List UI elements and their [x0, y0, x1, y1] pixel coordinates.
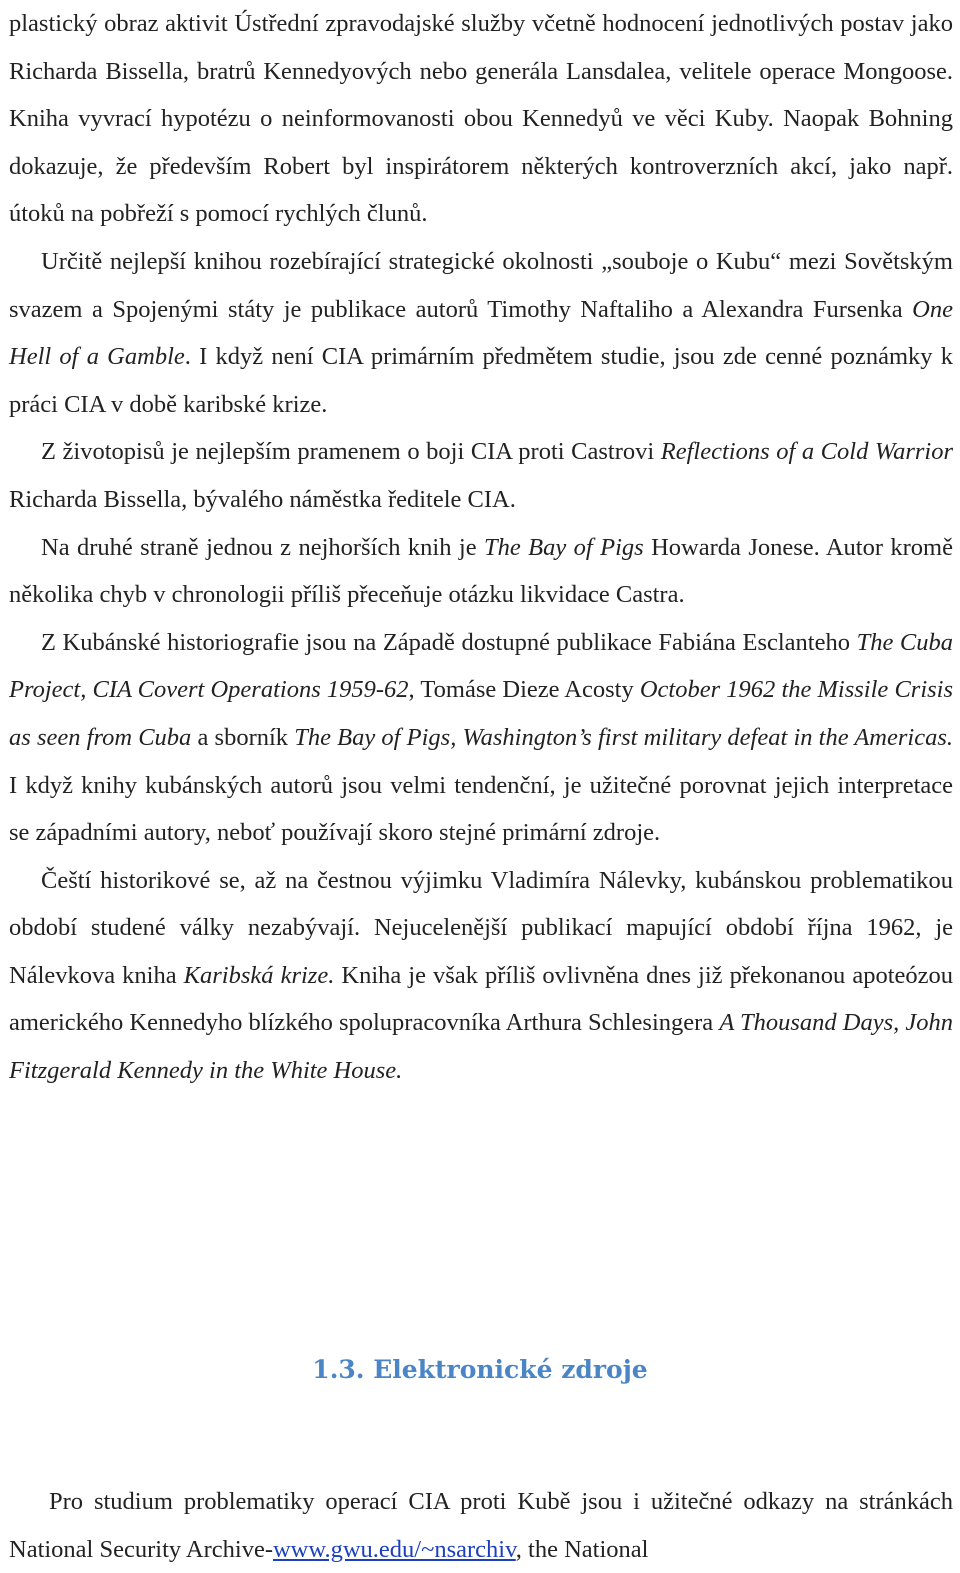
- book-title: Reflections of a Cold Warrior: [660, 438, 953, 466]
- book-title: October 1962 the Missile Crisis as seen from Cuba: [9, 676, 953, 751]
- text-run: Pro studium problematiky operací CIA proti Kubě jsou i užitečné odkazy na stránkách National Security Archive-: [9, 1488, 953, 1563]
- paragraph-6: [9, 857, 953, 1095]
- paragraph-3: [9, 428, 953, 523]
- paragraph-7: [9, 1478, 953, 1573]
- text-run: Na druhé straně jednou z nejhorších knih je: [41, 533, 484, 561]
- text-run: a sborník: [191, 723, 295, 751]
- book-title: Karibská krize.: [183, 961, 335, 989]
- book-title: The Bay of Pigs: [484, 533, 644, 561]
- book-title: A Thousand Days, John Fitzgerald Kennedy in the White House.: [9, 1009, 953, 1085]
- nsarchiv-link[interactable]: www.gwu.edu/~nsarchiv: [272, 1535, 516, 1563]
- text-run: Určitě nejlepší knihou rozebírající strategické okolnosti „souboje o Kubu“ mezi Sovětským svazem a Spojenými státy je publikace autorů Timothy Naftaliho a Alexandra Fursenka: [9, 247, 953, 323]
- text-run: Richarda Bissella, bývalého náměstka ředitele CIA.: [9, 485, 516, 513]
- document-body: [9, 0, 953, 1095]
- text-run: Z životopisů je nejlepším pramenem o boji CIA proti Castrovi: [41, 438, 661, 466]
- book-title: The Bay of Pigs, Washington’s first military defeat in the Americas.: [294, 723, 954, 751]
- paragraph-4: [9, 524, 953, 619]
- text-run: , the National: [515, 1535, 649, 1563]
- text-run: Kniha je však příliš ovlivněna dnes již překonanou apoteózou amerického Kennedyho blízkého spolupracovníka Arthura Schlesingera: [9, 961, 953, 1037]
- text-run: . I když není CIA primárním předmětem studie, jsou zde cenné poznámky k práci CIA v době karibské krize.: [9, 343, 953, 418]
- text-run: Howarda Jonese. Autor kromě několika chyb v chronologii příliš přeceňuje otázku likvidace Castra.: [9, 533, 953, 609]
- paragraph-2: [9, 238, 953, 428]
- paragraph-5: [9, 619, 953, 857]
- book-title: The Cuba Project, CIA Covert Operations 1959-62: [9, 628, 954, 704]
- book-title: One Hell of a Gamble: [9, 295, 953, 371]
- text-run: , Tomáse Dieze Acosty: [408, 676, 640, 704]
- paragraph-1: plastický obraz aktivit Ústřední zpravodajské služby včetně hodnocení jednotlivých postav jako Richarda Bissella, bratrů Kennedyových nebo generála Lansdalea, velitele operace Mongoose. Kniha vyvrací hypotézu o neinformovanosti obou Kennedyů ve věci Kuby. Naopak Bohning dokazuje, že především Robert byl inspirátorem některých kontroverzních akcí, jako např. útoků na pobřeží s pomocí rychlých člunů.: [9, 10, 953, 228]
- text-run: Čeští historikové se, až na čestnou výjimku Vladimíra Nálevky, kubánskou problematikou období studené války nezabývají. Nejucelenější publikací mapující období října 1962, je Nálevkova kniha: [9, 866, 953, 989]
- text-run: I když knihy kubánských autorů jsou velmi tendenční, je užitečné porovnat jejich interpretace se západními autory, neboť používají skoro stejné primární zdroje.: [9, 771, 953, 847]
- section-heading: 1.3. Elektronické zdroje: [312, 1355, 648, 1384]
- text-run: Z Kubánské historiografie jsou na Západě dostupné publikace Fabiána Esclanteho: [41, 628, 857, 656]
